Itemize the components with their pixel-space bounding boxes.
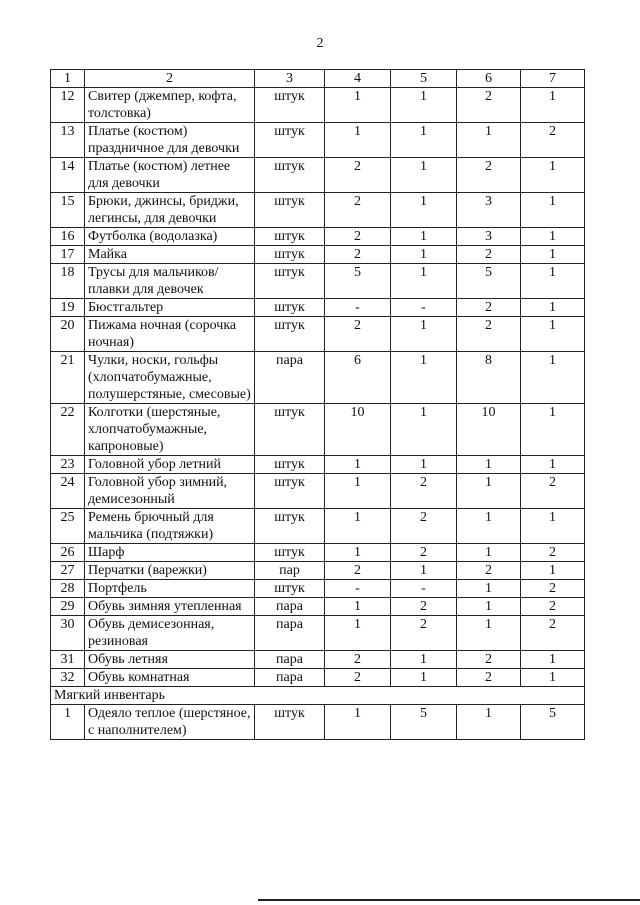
unit-cell: штук [255,404,325,456]
value-cell: 1 [521,158,585,193]
table-row [51,598,585,616]
value-cell: 1 [521,193,585,228]
value-cell: 1 [325,544,391,562]
unit-cell: штук [255,123,325,158]
value-cell: 2 [457,651,521,669]
unit-cell: пара [255,651,325,669]
value-cell: 2 [391,616,457,651]
value-cell: 2 [325,246,391,264]
header-cell: 3 [255,70,325,88]
value-cell: 5 [457,264,521,299]
value-cell: 1 [391,123,457,158]
item-name: Свитер (джемпер, кофта, толстовка) [85,88,255,123]
unit-cell: пара [255,669,325,687]
item-name: Футболка (водолазка) [85,228,255,246]
value-cell: 1 [521,456,585,474]
value-cell: 1 [325,705,391,740]
table-row [51,352,585,404]
value-cell: 2 [325,669,391,687]
row-number: 15 [51,193,85,228]
unit-cell: штук [255,580,325,598]
value-cell: 1 [325,123,391,158]
unit-cell: пар [255,562,325,580]
value-cell: 1 [325,598,391,616]
value-cell: 2 [457,299,521,317]
value-cell: 1 [391,317,457,352]
table-row [51,228,585,246]
value-cell: - [325,580,391,598]
item-name: Головной убор летний [85,456,255,474]
value-cell: 1 [521,651,585,669]
unit-cell: штук [255,317,325,352]
row-number: 20 [51,317,85,352]
value-cell: 2 [521,580,585,598]
inventory-table [50,69,585,740]
value-cell: 1 [391,456,457,474]
header-cell: 4 [325,70,391,88]
value-cell: 2 [325,228,391,246]
row-number: 21 [51,352,85,404]
item-name: Портфель [85,580,255,598]
unit-cell: штук [255,246,325,264]
value-cell: 1 [325,88,391,123]
value-cell: 2 [521,544,585,562]
row-number: 27 [51,562,85,580]
value-cell: - [325,299,391,317]
value-cell: 1 [457,474,521,509]
item-name: Головной убор зимний, демисезонный [85,474,255,509]
row-number: 22 [51,404,85,456]
value-cell: 2 [457,246,521,264]
item-name: Перчатки (варежки) [85,562,255,580]
item-name: Шарф [85,544,255,562]
value-cell: 1 [521,299,585,317]
table-row [51,651,585,669]
row-number: 28 [51,580,85,598]
unit-cell: штук [255,509,325,544]
value-cell: 1 [391,88,457,123]
value-cell: 3 [457,228,521,246]
value-cell: 1 [457,598,521,616]
table-row [51,264,585,299]
value-cell: 2 [325,317,391,352]
table-row [51,88,585,123]
unit-cell: штук [255,544,325,562]
unit-cell: пара [255,616,325,651]
item-name: Одеяло теплое (шерстяное, с наполнителем) [85,705,255,740]
table-row [51,123,585,158]
page-number: 2 [316,36,324,51]
row-number: 18 [51,264,85,299]
unit-cell: штук [255,228,325,246]
value-cell: 5 [391,705,457,740]
value-cell: 2 [457,88,521,123]
row-number: 17 [51,246,85,264]
unit-cell: штук [255,88,325,123]
value-cell: 1 [521,562,585,580]
value-cell: 1 [391,651,457,669]
row-number: 1 [51,705,85,740]
value-cell: 2 [521,616,585,651]
row-number: 23 [51,456,85,474]
table-row [51,580,585,598]
row-number: 19 [51,299,85,317]
value-cell: 1 [325,509,391,544]
table-row [51,562,585,580]
table-row [51,193,585,228]
row-number: 25 [51,509,85,544]
header-cell: 5 [391,70,457,88]
header-cell: 7 [521,70,585,88]
section-row [51,687,585,705]
row-number: 12 [51,88,85,123]
row-number: 16 [51,228,85,246]
item-name: Майка [85,246,255,264]
row-number: 32 [51,669,85,687]
value-cell: 2 [521,598,585,616]
value-cell: 1 [325,456,391,474]
table-row [51,616,585,651]
row-number: 30 [51,616,85,651]
value-cell: 1 [391,264,457,299]
bottom-rule [258,899,640,901]
item-name: Обувь зимняя утепленная [85,598,255,616]
value-cell: 1 [391,228,457,246]
value-cell: 2 [391,474,457,509]
table-row [51,474,585,509]
unit-cell: штук [255,456,325,474]
value-cell: 1 [521,317,585,352]
header-cell: 1 [51,70,85,88]
value-cell: 5 [521,705,585,740]
value-cell: 2 [325,158,391,193]
item-name: Пижама ночная (сорочка ночная) [85,317,255,352]
item-name: Обувь демисезонная, резиновая [85,616,255,651]
table-row [51,317,585,352]
value-cell: 1 [521,404,585,456]
value-cell: 2 [391,598,457,616]
value-cell: 1 [457,705,521,740]
value-cell: 2 [325,193,391,228]
unit-cell: штук [255,193,325,228]
value-cell: - [391,580,457,598]
value-cell: 6 [325,352,391,404]
value-cell: 1 [325,616,391,651]
value-cell: 5 [325,264,391,299]
unit-cell: пара [255,352,325,404]
value-cell: 2 [457,158,521,193]
value-cell: 1 [391,246,457,264]
item-name: Ремень брючный для мальчика (подтяжки) [85,509,255,544]
value-cell: 10 [325,404,391,456]
item-name: Трусы для мальчиков/плавки для девочек [85,264,255,299]
item-name: Бюстгальтер [85,299,255,317]
value-cell: 2 [457,669,521,687]
row-number: 24 [51,474,85,509]
unit-cell: штук [255,158,325,193]
table-row [51,509,585,544]
value-cell: 1 [457,580,521,598]
item-name: Обувь летняя [85,651,255,669]
value-cell: 1 [521,88,585,123]
table-row [51,544,585,562]
value-cell: 1 [521,352,585,404]
unit-cell: штук [255,264,325,299]
item-name: Обувь комнатная [85,669,255,687]
item-name: Платье (костюм) летнее для девочки [85,158,255,193]
section-title: Мягкий инвентарь [51,687,585,705]
value-cell: 8 [457,352,521,404]
value-cell: 1 [391,562,457,580]
value-cell: 10 [457,404,521,456]
item-name: Колготки (шерстяные, хлопчатобумажные, капроновые) [85,404,255,456]
header-cell: 6 [457,70,521,88]
value-cell: 1 [391,158,457,193]
value-cell: 1 [521,228,585,246]
row-number: 13 [51,123,85,158]
value-cell: 1 [521,509,585,544]
value-cell: 1 [521,264,585,299]
header-row [51,70,585,88]
value-cell: 1 [521,246,585,264]
unit-cell: штук [255,705,325,740]
row-number: 26 [51,544,85,562]
value-cell: 1 [391,404,457,456]
unit-cell: штук [255,299,325,317]
value-cell: 2 [521,123,585,158]
value-cell: - [391,299,457,317]
table-row [51,404,585,456]
table-row [51,669,585,687]
value-cell: 2 [391,509,457,544]
table-row [51,456,585,474]
value-cell: 3 [457,193,521,228]
unit-cell: штук [255,474,325,509]
value-cell: 1 [391,352,457,404]
row-number: 29 [51,598,85,616]
value-cell: 1 [457,616,521,651]
row-number: 14 [51,158,85,193]
value-cell: 1 [457,456,521,474]
value-cell: 1 [457,123,521,158]
value-cell: 2 [457,317,521,352]
value-cell: 1 [391,669,457,687]
value-cell: 1 [521,669,585,687]
item-name: Брюки, джинсы, бриджи, легинсы, для девочки [85,193,255,228]
value-cell: 2 [521,474,585,509]
table-row [51,158,585,193]
value-cell: 2 [391,544,457,562]
value-cell: 2 [325,651,391,669]
table-row [51,299,585,317]
value-cell: 2 [457,562,521,580]
item-name: Платье (костюм) праздничное для девочки [85,123,255,158]
value-cell: 1 [457,544,521,562]
header-cell: 2 [85,70,255,88]
unit-cell: пара [255,598,325,616]
item-name: Чулки, носки, гольфы (хлопчатобумажные, полушерстяные, смесовые) [85,352,255,404]
value-cell: 1 [391,193,457,228]
value-cell: 1 [457,509,521,544]
value-cell: 1 [325,474,391,509]
table-row [51,246,585,264]
value-cell: 2 [325,562,391,580]
table-row [51,705,585,740]
row-number: 31 [51,651,85,669]
